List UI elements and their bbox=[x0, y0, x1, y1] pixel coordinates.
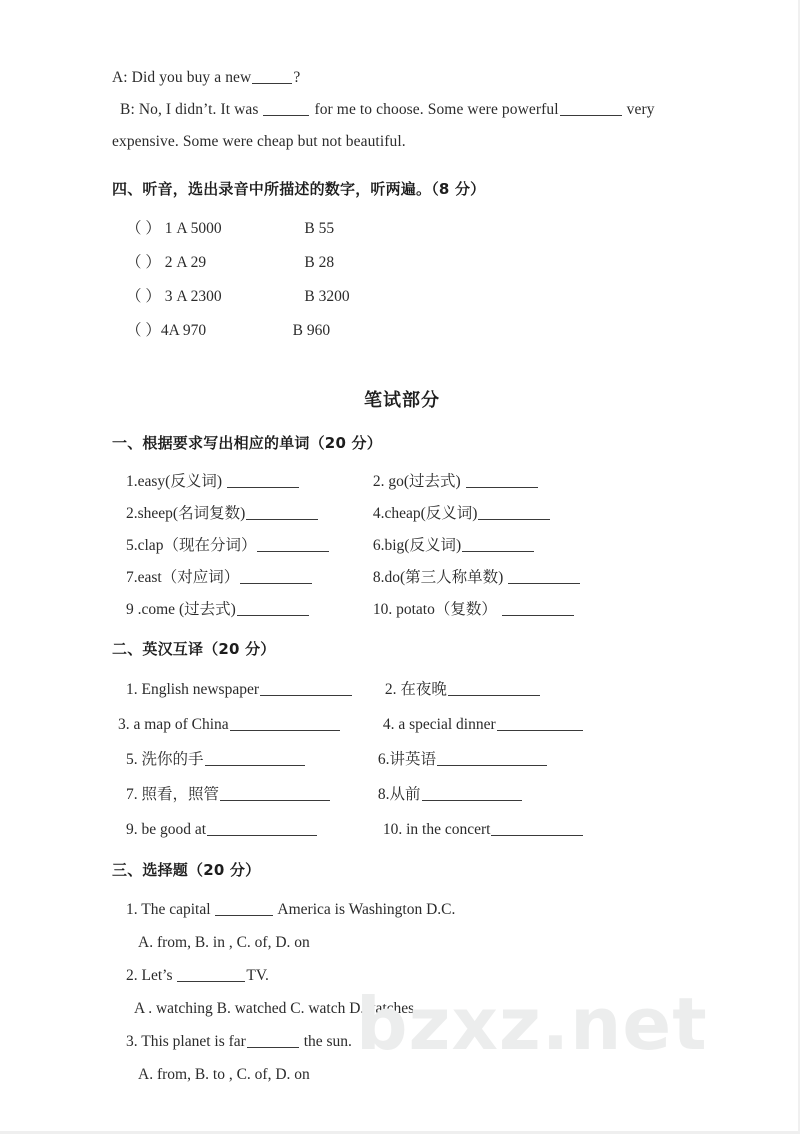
word-form-item-left bbox=[126, 562, 369, 594]
word-form-row bbox=[112, 530, 692, 562]
answer-blank[interactable] bbox=[466, 472, 538, 488]
dialogue-line-a bbox=[112, 62, 692, 94]
answer-blank[interactable] bbox=[263, 100, 309, 116]
option-b[interactable]: B 55 bbox=[304, 220, 335, 237]
choice-question-stem bbox=[112, 893, 692, 926]
choice-question-options[interactable]: A. from, B. in , C. of, D. on bbox=[138, 934, 310, 951]
section-heading-two: 二、英汉互译（20 分） bbox=[112, 640, 276, 658]
option-b[interactable]: B 3200 bbox=[304, 288, 350, 305]
answer-blank[interactable] bbox=[257, 536, 329, 552]
answer-bracket[interactable]: （ ） bbox=[126, 322, 161, 339]
item-label: 9 .come (过去式) bbox=[126, 601, 236, 618]
stem-text: 1. The capital bbox=[126, 901, 215, 918]
listening-item bbox=[112, 280, 692, 314]
item-label: 10. in the concert bbox=[382, 821, 491, 838]
answer-blank[interactable] bbox=[508, 568, 580, 584]
stem-text-suffix: TV. bbox=[246, 967, 269, 984]
word-form-row bbox=[112, 498, 692, 530]
listening-item bbox=[112, 212, 692, 246]
word-form-row bbox=[112, 562, 692, 594]
item-number: 4 bbox=[160, 322, 169, 339]
translation-item-right bbox=[378, 742, 548, 777]
translation-item-left bbox=[126, 777, 374, 812]
word-form-item-left bbox=[126, 466, 369, 498]
answer-blank[interactable] bbox=[478, 504, 550, 520]
answer-blank[interactable] bbox=[230, 715, 340, 731]
translation-item-left bbox=[118, 707, 379, 742]
answer-bracket[interactable]: （ ） bbox=[126, 288, 161, 305]
written-part-title: 笔试部分 bbox=[364, 390, 440, 411]
dialogue-line-b-part2: for me to choose. Some were powerful bbox=[310, 101, 559, 118]
section-heading-three: 三、选择题（20 分） bbox=[112, 861, 261, 879]
answer-blank[interactable] bbox=[220, 785, 330, 801]
listening-item bbox=[112, 246, 692, 280]
item-label: 8.从前 bbox=[377, 786, 421, 803]
site-watermark: bzxz.net bbox=[356, 982, 708, 1066]
answer-blank[interactable] bbox=[205, 750, 305, 766]
answer-blank[interactable] bbox=[502, 600, 574, 616]
stem-text: 3. This planet is far bbox=[126, 1033, 246, 1050]
word-form-item-left bbox=[126, 594, 369, 626]
item-label: 7.east（对应词） bbox=[126, 569, 240, 586]
answer-blank[interactable] bbox=[260, 680, 352, 696]
answer-blank[interactable] bbox=[448, 680, 540, 696]
answer-blank[interactable] bbox=[247, 1032, 299, 1048]
stem-text-suffix: America is Washington D.C. bbox=[274, 901, 456, 918]
translation-item-right bbox=[385, 672, 541, 707]
listening-item bbox=[112, 314, 692, 348]
answer-blank[interactable] bbox=[252, 68, 292, 84]
item-number: 3 bbox=[164, 288, 173, 305]
translation-row bbox=[112, 777, 692, 812]
stem-text: 2. Let’s bbox=[126, 967, 177, 984]
dialogue-line-a-suffix: ? bbox=[293, 69, 301, 86]
answer-blank[interactable] bbox=[437, 750, 547, 766]
word-form-item-right bbox=[373, 530, 535, 562]
section-heading-listening-four: 四、听音，选出录音中所描述的数字，听两遍。（8 分） bbox=[112, 180, 486, 198]
item-label: 6.big(反义词) bbox=[372, 537, 462, 554]
answer-blank[interactable] bbox=[560, 100, 622, 116]
option-a[interactable]: A 5000 bbox=[176, 220, 222, 237]
answer-bracket[interactable]: （ ） bbox=[126, 220, 161, 237]
item-label: 10. potato（复数） bbox=[372, 601, 501, 618]
dialogue-line-b bbox=[112, 94, 692, 126]
word-form-item-left bbox=[126, 530, 369, 562]
word-form-item-right bbox=[373, 498, 552, 530]
item-label: 5. 洗你的手 bbox=[126, 751, 204, 768]
translation-row bbox=[112, 672, 692, 707]
dialogue-line-b-continued: expensive. Some were cheap but not beautiful. bbox=[112, 133, 406, 150]
translation-item-right bbox=[378, 777, 523, 812]
translation-item-right bbox=[383, 812, 585, 847]
item-label: 6.讲英语 bbox=[377, 751, 437, 768]
item-label: 9. be good at bbox=[126, 821, 207, 838]
item-label: 8.do(第三人称单数) bbox=[372, 569, 508, 586]
translation-item-right bbox=[383, 707, 584, 742]
dialogue-line-a-text: A: Did you buy a new bbox=[112, 69, 252, 86]
word-form-item-right bbox=[373, 594, 575, 626]
translation-row bbox=[112, 742, 692, 777]
word-form-item-right bbox=[373, 562, 581, 594]
item-label: 1.easy(反义词) bbox=[126, 473, 226, 490]
word-form-item-right bbox=[373, 466, 539, 498]
word-form-item-left bbox=[126, 498, 369, 530]
stem-text-suffix: the sun. bbox=[299, 1033, 352, 1050]
answer-blank[interactable] bbox=[497, 715, 583, 731]
option-b[interactable]: B 28 bbox=[304, 254, 335, 271]
item-label: 2.sheep(名词复数) bbox=[126, 505, 246, 522]
item-label: 5.clap（现在分词） bbox=[126, 537, 257, 554]
translation-item-left bbox=[126, 672, 381, 707]
item-label: 7. 照看，照管 bbox=[126, 786, 220, 803]
answer-blank[interactable] bbox=[462, 536, 534, 552]
option-a[interactable]: A 29 bbox=[176, 254, 207, 271]
translation-row bbox=[112, 812, 692, 847]
dialogue-line-b-part1: B: No, I didn’t. It was bbox=[120, 101, 263, 118]
item-number: 2 bbox=[164, 254, 173, 271]
option-a[interactable]: A 2300 bbox=[176, 288, 222, 305]
translation-item-left bbox=[126, 742, 374, 777]
item-label: 2. go(过去式) bbox=[372, 473, 465, 490]
answer-blank[interactable] bbox=[237, 600, 309, 616]
item-label: 4.cheap(反义词) bbox=[372, 505, 478, 522]
word-form-row bbox=[112, 594, 692, 626]
option-b[interactable]: B 960 bbox=[292, 322, 331, 339]
paper-content bbox=[112, 62, 692, 1091]
translation-item-left bbox=[126, 812, 379, 847]
option-a[interactable]: A 970 bbox=[168, 322, 207, 339]
answer-blank[interactable] bbox=[207, 820, 317, 836]
answer-blank[interactable] bbox=[227, 472, 299, 488]
answer-blank[interactable] bbox=[177, 966, 245, 982]
answer-bracket[interactable]: （ ） bbox=[126, 254, 161, 271]
word-form-row bbox=[112, 466, 692, 498]
choice-question-options[interactable]: A. from, B. to , C. of, D. on bbox=[138, 1066, 310, 1083]
item-label: 2. 在夜晚 bbox=[384, 681, 447, 698]
choice-question-options[interactable]: A . watching B. watched C. watch D.watches bbox=[134, 1000, 415, 1017]
item-number: 1 bbox=[164, 220, 173, 237]
answer-blank[interactable] bbox=[422, 785, 522, 801]
item-label: 3. a map of China bbox=[118, 716, 229, 733]
answer-blank[interactable] bbox=[215, 900, 273, 916]
section-heading-one: 一、根据要求写出相应的单词（20 分） bbox=[112, 434, 382, 452]
dialogue-line-b-part3: very bbox=[622, 101, 655, 118]
item-label: 4. a special dinner bbox=[382, 716, 496, 733]
answer-blank[interactable] bbox=[246, 504, 318, 520]
item-label: 1. English newspaper bbox=[126, 681, 260, 698]
answer-blank[interactable] bbox=[491, 820, 583, 836]
answer-blank[interactable] bbox=[240, 568, 312, 584]
translation-row bbox=[112, 707, 692, 742]
